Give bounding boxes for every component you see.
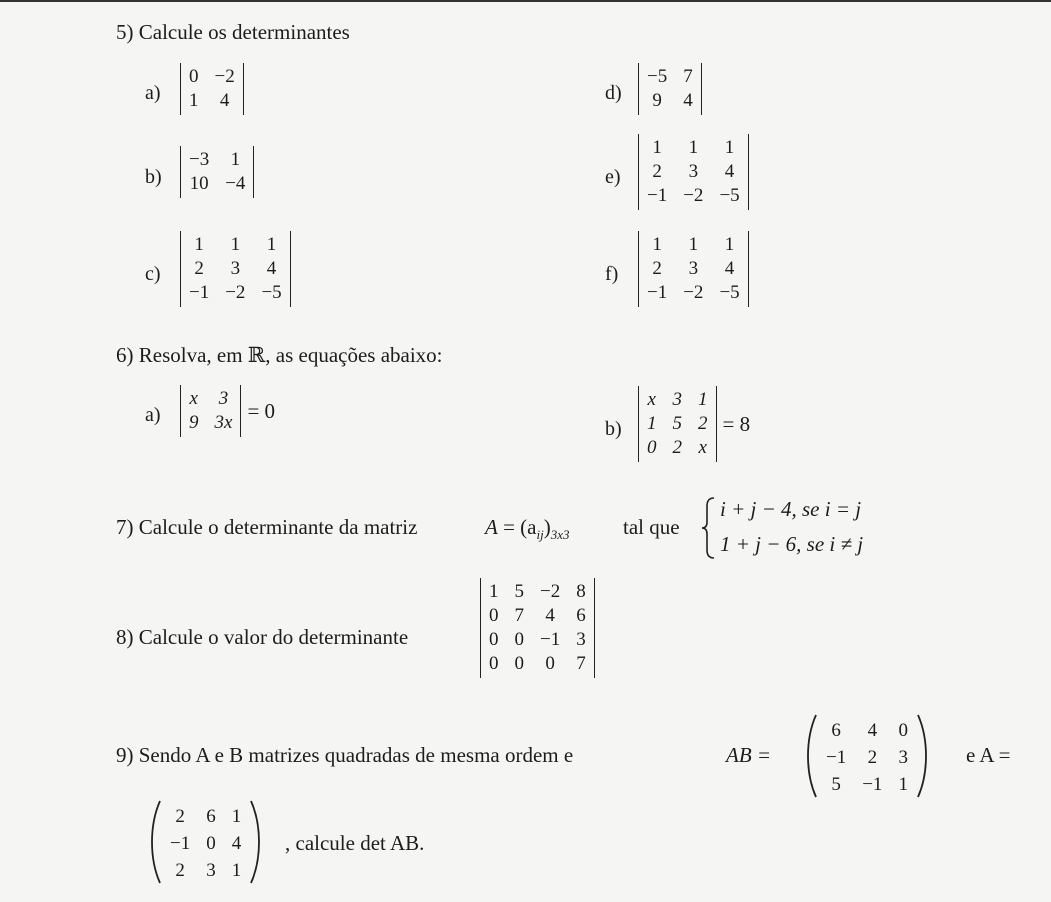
matrix-row (162, 830, 249, 857)
matrix-cell: x (647, 389, 656, 410)
matrix-cell: 4 (545, 605, 555, 626)
q5c-determinant (180, 231, 291, 313)
q5d-label: d) (605, 82, 622, 104)
matrix-cell: 1 (266, 234, 277, 255)
matrix-cell: x (698, 437, 707, 458)
q9-ab-matrix (806, 713, 928, 799)
matrix-cell: x (189, 388, 198, 409)
q9-e-a: e A = (966, 743, 1011, 767)
q9-ab-label: AB = (726, 743, 772, 767)
matrix-cell: 0 (189, 66, 199, 87)
matrix-row (181, 233, 290, 257)
q7-case-2: 1 + j − 6, se i ≠ j (720, 532, 864, 556)
matrix-cell: 3 (218, 388, 229, 409)
matrix-cell: 1 (647, 413, 657, 434)
q9-text: 9) Sendo A e B matrizes quadradas de mesma ordem e (116, 743, 574, 767)
matrix-row (181, 65, 243, 89)
top-rule (0, 0, 1051, 2)
matrix-row (181, 172, 253, 196)
q6a-rhs: = 0 (247, 398, 276, 423)
q9-a-table (162, 803, 249, 885)
matrix-cell: −1 (189, 282, 210, 303)
matrix-cell: 4 (231, 832, 242, 854)
q7-tal-que: tal que (623, 515, 680, 539)
matrix-row (639, 89, 701, 113)
matrix-cell: 1 (230, 234, 241, 255)
matrix-cell: 0 (489, 653, 499, 674)
matrix-cell: 9 (652, 90, 662, 111)
matrix-cell: 4 (724, 258, 735, 279)
matrix-row (181, 148, 253, 172)
q6a-equation (180, 385, 275, 437)
matrix-cell: 2 (652, 258, 662, 279)
q5d-matrix (639, 65, 701, 113)
matrix-row (481, 580, 594, 604)
matrix-cell: 1 (652, 137, 662, 158)
matrix-cell: −5 (261, 282, 282, 303)
q6b-equation (638, 386, 750, 462)
q6b-label: b) (605, 418, 622, 440)
matrix-cell: −5 (647, 66, 668, 87)
matrix-cell: 3 (898, 746, 908, 768)
matrix-row (181, 89, 243, 113)
matrix-cell: 0 (489, 629, 499, 650)
matrix-cell: 8 (576, 581, 586, 602)
matrix-cell: −1 (826, 746, 847, 768)
matrix-cell: −1 (540, 629, 561, 650)
matrix-cell: 2 (194, 258, 204, 279)
matrix-cell: 0 (545, 653, 555, 674)
matrix-row (639, 233, 748, 257)
matrix-cell: 4 (867, 719, 878, 741)
q5b-determinant (180, 146, 254, 204)
q9-a-matrix (150, 799, 261, 885)
matrix-cell: 2 (672, 437, 682, 458)
matrix-cell: 2 (175, 805, 185, 827)
q5c-label: c) (145, 263, 161, 285)
matrix-cell: 1 (652, 234, 662, 255)
matrix-cell: 7 (514, 605, 524, 626)
q9-ab-table (818, 717, 916, 799)
q5f-determinant (638, 231, 749, 313)
q6b-matrix (639, 388, 716, 460)
matrix-cell: −1 (647, 185, 668, 206)
matrix-row (181, 411, 240, 435)
matrix-cell: 2 (867, 746, 878, 768)
matrix-row (481, 652, 594, 676)
matrix-cell: 6 (576, 605, 586, 626)
matrix-row (162, 803, 249, 830)
q5f-label: f) (605, 263, 619, 285)
matrix-row (639, 136, 748, 160)
matrix-cell: 4 (266, 258, 277, 279)
matrix-row (639, 436, 716, 460)
matrix-cell: 1 (231, 805, 242, 827)
q8-text: 8) Calcule o valor do determinante (116, 625, 409, 649)
matrix-cell: 0 (647, 437, 657, 458)
matrix-row (818, 717, 916, 744)
matrix-cell: 3x (214, 412, 233, 433)
matrix-cell: −2 (225, 282, 246, 303)
matrix-cell: 6 (206, 805, 216, 827)
q5b-matrix (181, 148, 253, 196)
matrix-row (818, 772, 916, 799)
matrix-cell: 1 (898, 774, 908, 796)
q8-matrix (481, 580, 594, 676)
matrix-cell: 5 (831, 774, 841, 796)
matrix-row (639, 412, 716, 436)
matrix-row (639, 160, 748, 184)
q7-case-1: i + j − 4, se i = j (720, 497, 862, 521)
q5d-determinant (638, 63, 702, 121)
matrix-cell: 2 (652, 161, 662, 182)
matrix-cell: 0 (514, 629, 524, 650)
matrix-row (481, 604, 594, 628)
matrix-row (639, 388, 716, 412)
matrix-cell: −2 (214, 66, 235, 87)
q5f-matrix (639, 233, 748, 305)
matrix-cell: −1 (862, 774, 883, 796)
matrix-cell: 0 (206, 832, 216, 854)
matrix-cell: 3 (688, 258, 699, 279)
q5a-matrix (181, 65, 243, 113)
matrix-cell: 1 (489, 581, 499, 602)
matrix-cell: −1 (647, 282, 668, 303)
matrix-cell: 7 (683, 66, 693, 87)
q5b-label: b) (145, 166, 162, 188)
matrix-cell: 1 (688, 234, 699, 255)
q6a-matrix (181, 387, 240, 435)
matrix-cell: 6 (831, 719, 841, 741)
q7-matrix-def: $A = (a_{ij})_{3x3}$ (485, 515, 570, 543)
matrix-cell: 1 (698, 389, 708, 410)
q8-determinant (480, 578, 595, 684)
q7-cases-brace (700, 496, 716, 560)
matrix-cell: 5 (514, 581, 524, 602)
matrix-cell: 4 (724, 161, 735, 182)
matrix-cell: 1 (194, 234, 204, 255)
matrix-cell: −4 (225, 173, 246, 194)
matrix-row (639, 257, 748, 281)
matrix-row (639, 184, 748, 208)
matrix-cell: 1 (230, 149, 241, 170)
matrix-cell: 3 (230, 258, 241, 279)
matrix-cell: −3 (189, 149, 210, 170)
matrix-row (481, 628, 594, 652)
matrix-cell: 1 (688, 137, 699, 158)
matrix-row (818, 744, 916, 771)
q5a-label: a) (145, 82, 161, 104)
matrix-cell: 7 (576, 653, 586, 674)
matrix-cell: 0 (489, 605, 499, 626)
matrix-cell: 4 (219, 90, 230, 111)
matrix-cell: −1 (170, 832, 191, 854)
matrix-cell: 3 (672, 389, 682, 410)
matrix-cell: 9 (189, 412, 199, 433)
matrix-row (181, 387, 240, 411)
q5e-matrix (639, 136, 748, 208)
matrix-row (162, 858, 249, 885)
matrix-cell: 3 (206, 860, 216, 882)
matrix-cell: −5 (719, 185, 740, 206)
matrix-cell: −5 (719, 282, 740, 303)
matrix-cell: 1 (231, 860, 242, 882)
q6b-rhs: = 8 (722, 411, 751, 436)
q6a-label: a) (145, 404, 161, 426)
matrix-cell: −2 (683, 282, 704, 303)
matrix-cell: 10 (189, 173, 209, 194)
matrix-cell: 3 (576, 629, 586, 650)
matrix-cell: 1 (724, 137, 735, 158)
q9-end-text: , calcule det AB. (285, 831, 425, 855)
matrix-cell: 5 (672, 413, 682, 434)
matrix-row (181, 281, 290, 305)
q5e-label: e) (605, 166, 621, 188)
matrix-cell: 0 (898, 719, 908, 741)
q5e-determinant (638, 134, 749, 216)
matrix-cell: 2 (698, 413, 708, 434)
matrix-cell: 0 (514, 653, 524, 674)
q5a-determinant (180, 63, 244, 121)
matrix-row (639, 281, 748, 305)
matrix-cell: 4 (683, 90, 693, 111)
matrix-cell: 1 (189, 90, 199, 111)
matrix-row (181, 257, 290, 281)
q6-heading: 6) Resolva, em ℝ, as equações abaixo: (116, 343, 443, 367)
q7-text: 7) Calcule o determinante da matriz (116, 515, 418, 539)
q5-heading: 5) Calcule os determinantes (116, 20, 350, 44)
matrix-row (639, 65, 701, 89)
q5c-matrix (181, 233, 290, 305)
matrix-cell: −2 (540, 581, 561, 602)
matrix-cell: 3 (688, 161, 699, 182)
matrix-cell: 1 (724, 234, 735, 255)
matrix-cell: 2 (175, 860, 185, 882)
matrix-cell: −2 (683, 185, 704, 206)
